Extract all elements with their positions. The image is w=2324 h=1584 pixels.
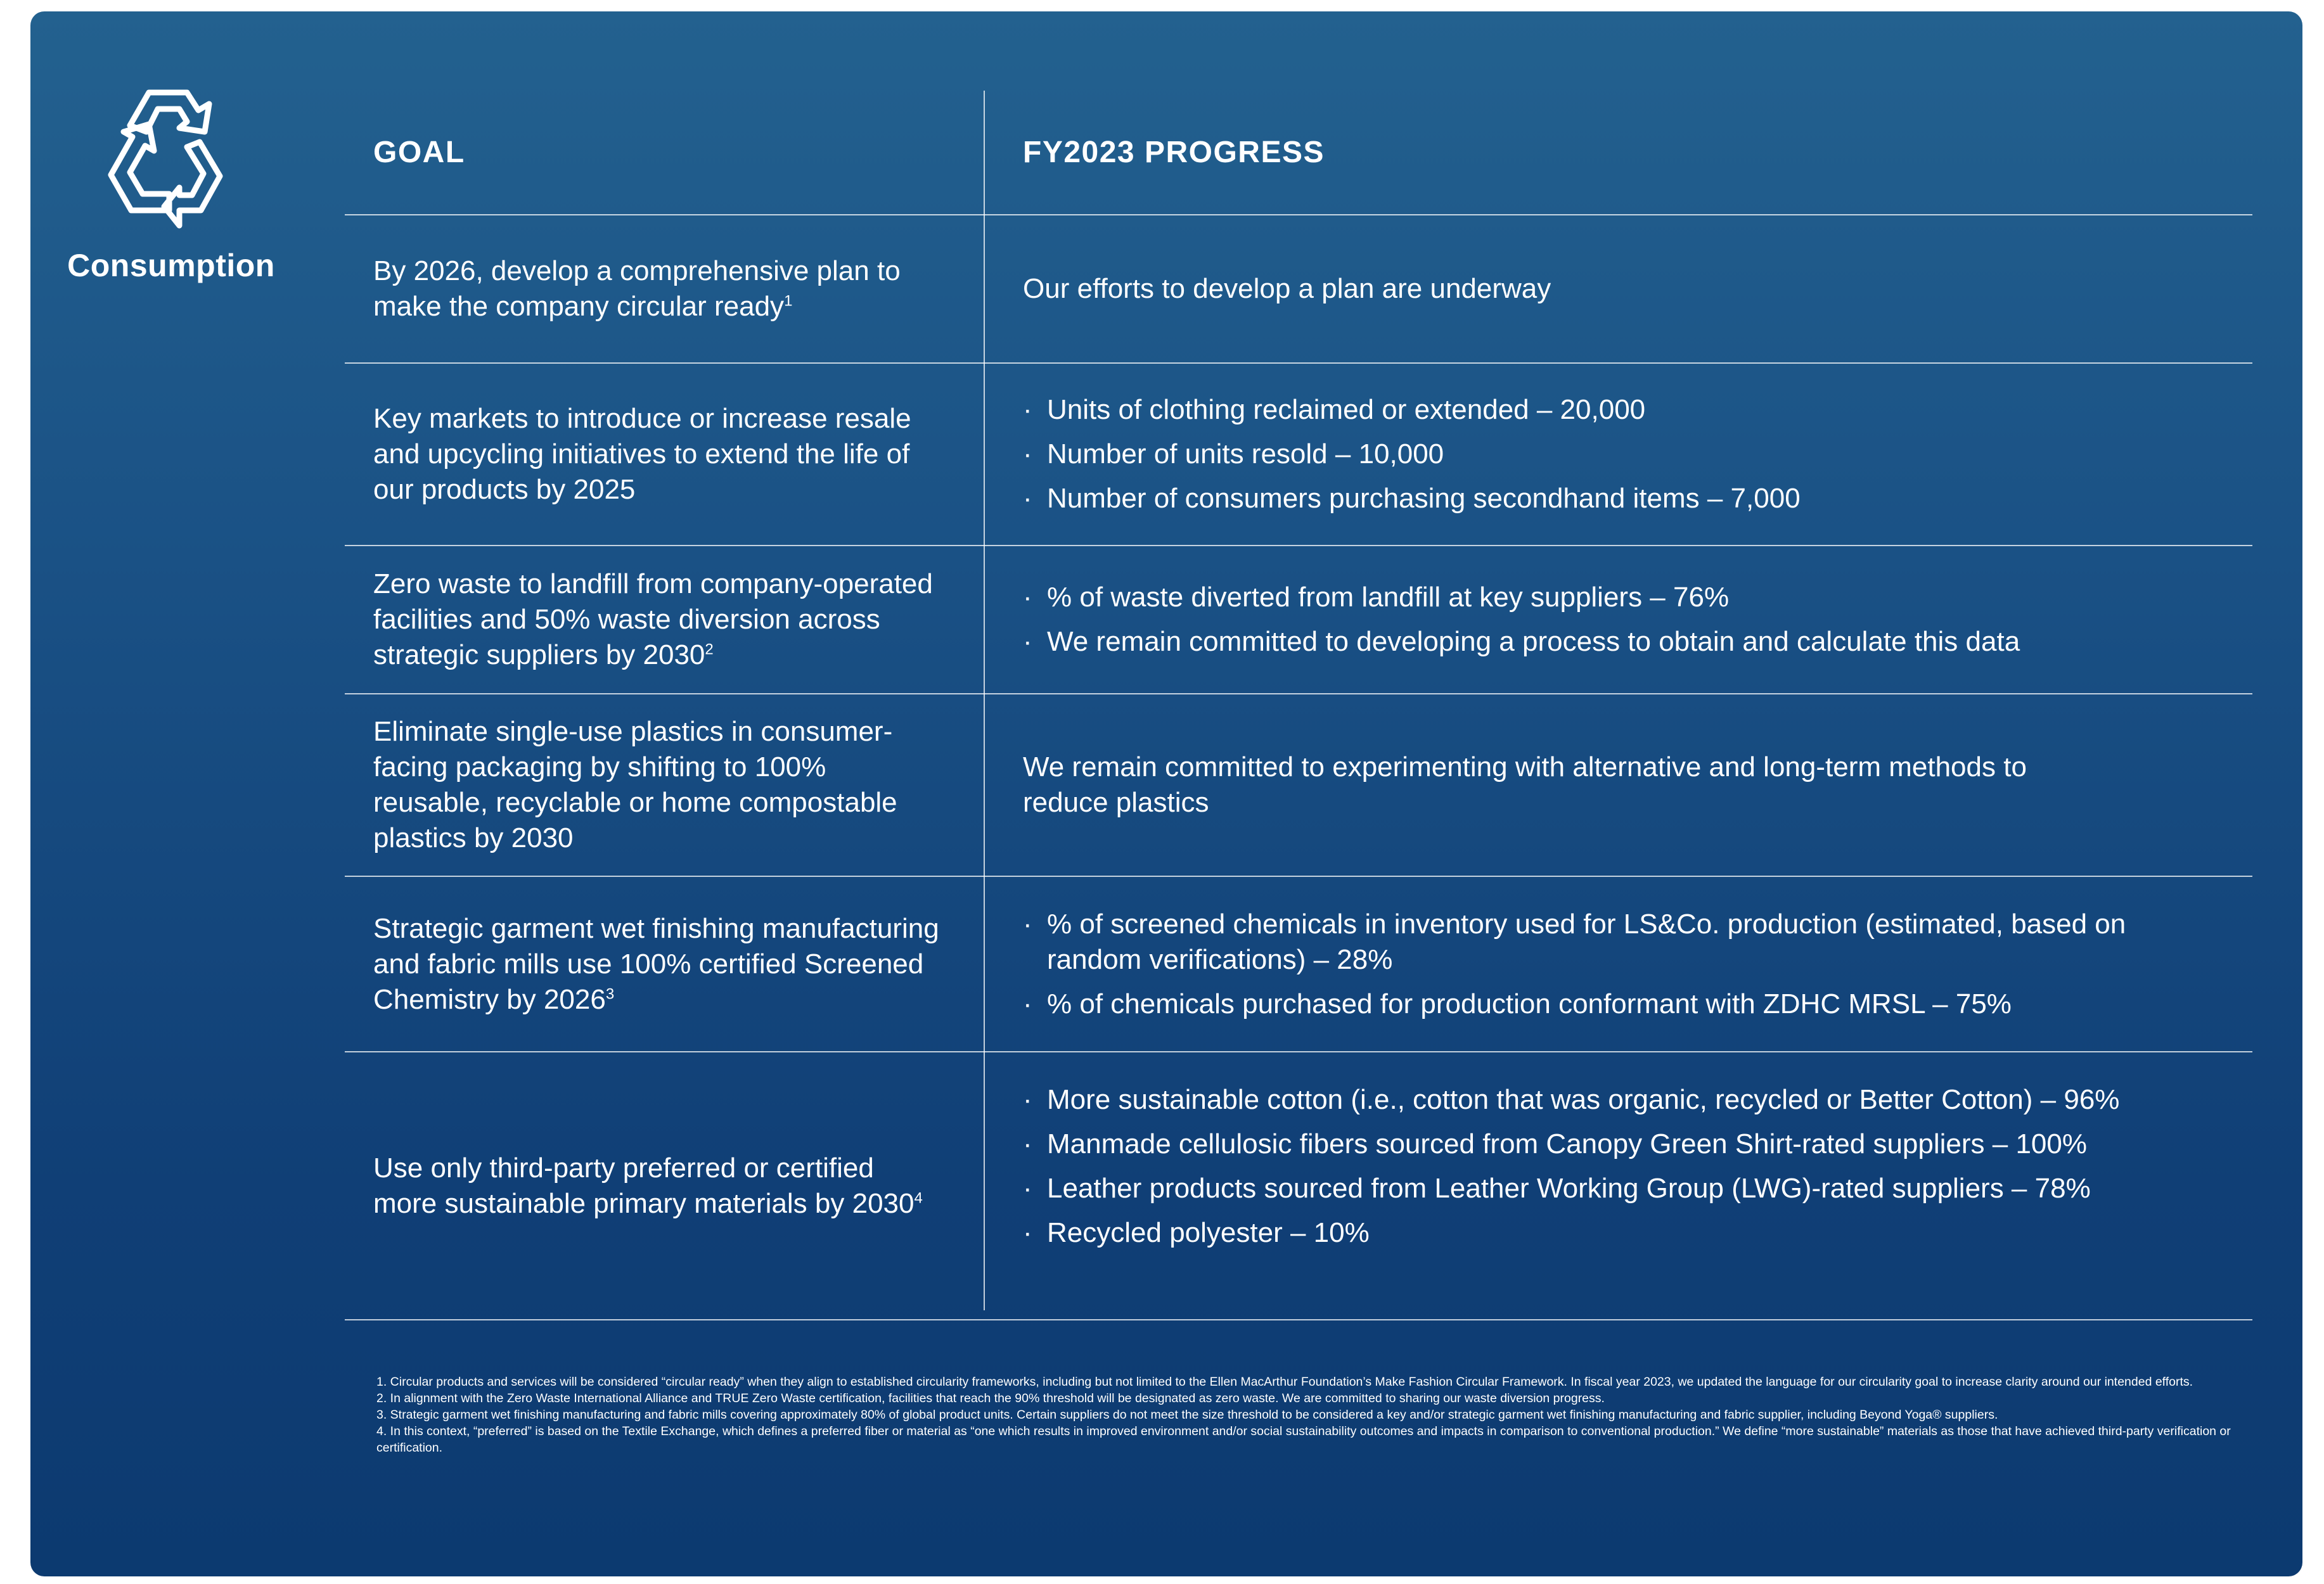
footnote-3: 3. Strategic garment wet finishing manufacturing and fabric mills covering approximately 80% of global product units. Certain suppliers do not meet the size threshold to be considered a key and/or strategic garment wet finishing manufacturing and fabric supplier, including Beyond Yoga® suppliers.	[376, 1408, 1998, 1422]
progress-item: · % of chemicals purchased for production conformant with ZDHC MRSL – 75%	[1023, 988, 2012, 1019]
progress-item: · We remain committed to developing a process to obtain and calculate this data	[1023, 626, 2020, 657]
progress-item: · Manmade cellulosic fibers sourced from Canopy Green Shirt-rated suppliers – 100%	[1023, 1128, 2087, 1159]
progress-text: Our efforts to develop a plan are underway	[1023, 273, 1551, 304]
goal-text: By 2026, develop a comprehensive plan to make the company circular ready	[373, 255, 901, 322]
goal-cell	[345, 546, 985, 693]
goal-text: Key markets to introduce or increase resale and upcycling initiatives to extend the life of our products by 2025	[373, 403, 911, 505]
goal-cell	[345, 364, 985, 545]
goal-cell	[345, 215, 985, 362]
footnote-4: 4. In this context, “preferred” is based on the Textile Exchange, which defines a preferred fiber or material as “one which results in improved environment and/or social sustainability outcomes and impacts in comparison to conventional production.” We define “more sustainable” materials as those that have achieved third-party verification or certification.	[376, 1424, 2231, 1455]
goal-text: Zero waste to landfill from company-operated facilities and 50% waste diversion across strategic suppliers by 2030	[373, 568, 933, 670]
goal-text: Eliminate single-use plastics in consumer-facing packaging by shifting to 100% reusable, recyclable or home compostable plastics by 2030	[373, 716, 897, 853]
footnote-ref: 2	[705, 641, 714, 658]
progress-item: · % of waste diverted from landfill at key suppliers – 76%	[1023, 582, 1730, 613]
table-row	[345, 364, 2252, 546]
footnote-ref: 1	[784, 292, 793, 310]
progress-cell	[985, 877, 2252, 1051]
progress-cell	[985, 694, 2252, 876]
progress-item: · % of screened chemicals in inventory used for LS&Co. production (estimated, based on random verifications) – 28%	[1023, 908, 2126, 975]
footnote-1: 1. Circular products and services will be considered “circular ready” when they align to established circularity frameworks, including but not limited to the Ellen MacArthur Foundation’s Make Fashion Circular Framework. In fiscal year 2023, we updated the language for our circularity goal to increase clarity around our intended efforts.	[376, 1375, 2193, 1389]
progress-text: We remain committed to experimenting with alternative and long-term methods to reduce plastics	[1023, 751, 2027, 818]
table-header-row	[345, 91, 2252, 215]
table-row	[345, 546, 2252, 694]
goals-table	[345, 91, 2252, 1320]
progress-item: · Units of clothing reclaimed or extended – 20,000	[1023, 394, 1646, 425]
recycle-icon	[63, 81, 279, 240]
progress-item: · Recycled polyester – 10%	[1023, 1217, 1370, 1248]
progress-cell	[985, 364, 2252, 545]
goal-cell	[345, 1052, 985, 1319]
footnote-ref: 4	[914, 1189, 923, 1206]
header-progress: FY2023 PROGRESS	[1023, 135, 1325, 169]
sidebar	[63, 81, 279, 284]
footnote-2: 2. In alignment with the Zero Waste International Alliance and TRUE Zero Waste certification, facilities that reach the 90% threshold will be designated as zero waste. We are committed to sharing our waste diversion progress.	[376, 1391, 1605, 1405]
progress-cell	[985, 546, 2252, 693]
progress-item: · Leather products sourced from Leather Working Group (LWG)-rated suppliers – 78%	[1023, 1173, 2091, 1204]
table-row	[345, 1052, 2252, 1320]
column-divider	[984, 91, 985, 1310]
progress-item: · More sustainable cotton (i.e., cotton that was organic, recycled or Better Cotton) – 96%	[1023, 1084, 2120, 1115]
progress-item: · Number of consumers purchasing secondhand items – 7,000	[1023, 483, 1801, 514]
progress-cell	[985, 215, 2252, 362]
goal-cell	[345, 877, 985, 1051]
progress-item: · Number of units resold – 10,000	[1023, 438, 1444, 469]
table-row	[345, 694, 2252, 877]
sidebar-title: Consumption	[67, 248, 275, 283]
footnotes	[376, 1374, 2246, 1456]
table-row	[345, 877, 2252, 1052]
goal-cell	[345, 694, 985, 876]
table-row	[345, 215, 2252, 364]
consumption-panel	[30, 11, 2302, 1576]
progress-cell	[985, 1052, 2252, 1319]
header-goal: GOAL	[373, 135, 465, 169]
footnote-ref: 3	[605, 985, 615, 1002]
goal-text: Strategic garment wet finishing manufacturing and fabric mills use 100% certified Screened Chemistry by 2026	[373, 912, 939, 1015]
goal-text: Use only third-party preferred or certified more sustainable primary materials by 2030	[373, 1152, 915, 1219]
